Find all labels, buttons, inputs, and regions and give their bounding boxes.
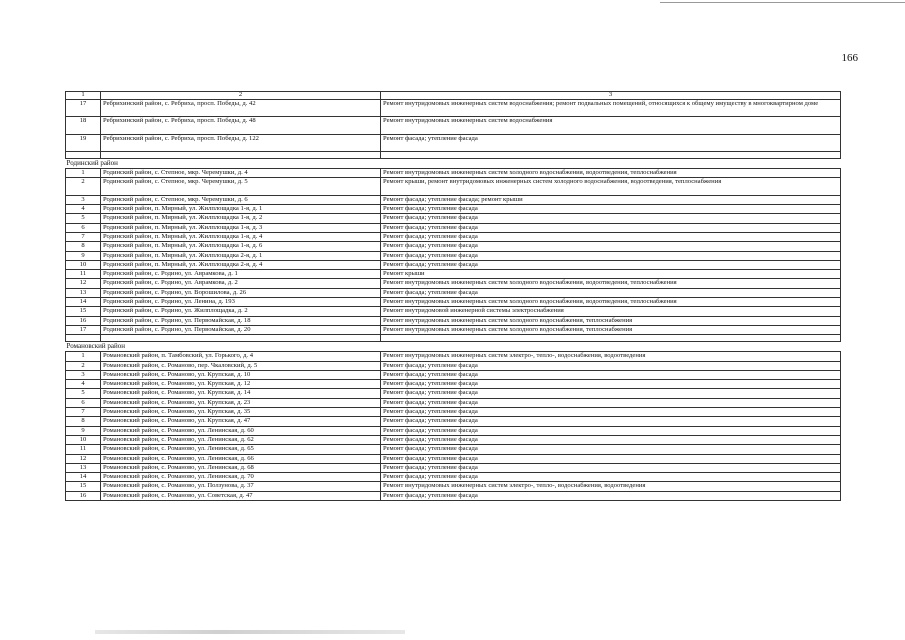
address-cell: Романовский район, с. Романово, ул. Крупская, д. 47: [101, 417, 381, 426]
row-number: 12: [66, 279, 101, 288]
row-number: 12: [66, 454, 101, 463]
work-description-cell: Ремонт внутридомовой инженерной системы электроснабжения: [381, 307, 841, 316]
address-cell: Ребрихинский район, с. Ребриха, просп. Победы, д. 48: [101, 117, 381, 135]
row-number: 14: [66, 473, 101, 482]
work-description-cell: Ремонт фасада; утепление фасада: [381, 251, 841, 260]
address-cell: Романовский район, с. Романово, ул. Ленинская, д. 66: [101, 454, 381, 463]
work-description-cell: Ремонт фасада; утепление фасада: [381, 232, 841, 241]
row-number: 15: [66, 482, 101, 491]
work-description-cell: Ремонт фасада; утепление фасада: [381, 214, 841, 223]
column-number-3: 3: [381, 92, 841, 100]
table-row: [66, 214, 841, 223]
work-description-cell: Ремонт фасада; утепление фасада: [381, 389, 841, 398]
row-number: 19: [66, 134, 101, 152]
spacer-cell: [381, 152, 841, 159]
row-number: 1: [66, 169, 101, 178]
work-description-cell: Ремонт фасада; утепление фасада: [381, 223, 841, 232]
address-cell: Родинский район, с. Родино, ул. Ленина, д. 193: [101, 298, 381, 307]
work-description-cell: Ремонт фасада; утепление фасада: [381, 408, 841, 417]
table-row: [66, 205, 841, 214]
row-number: 13: [66, 288, 101, 297]
spacer-row: [66, 152, 841, 159]
work-description-cell: Ремонт внутридомовых инженерных систем водоснабжения: [381, 117, 841, 135]
address-cell: Романовский район, с. Романово, ул. Ленинская, д. 70: [101, 473, 381, 482]
table-row: [66, 408, 841, 417]
address-cell: Романовский район, с. Романово, ул. Ленинская, д. 65: [101, 445, 381, 454]
row-number: 11: [66, 445, 101, 454]
table-row: [66, 417, 841, 426]
row-number: 10: [66, 435, 101, 444]
spacer-cell: [66, 335, 101, 342]
work-description-cell: Ремонт фасада; утепление фасада: [381, 361, 841, 370]
table-row: [66, 361, 841, 370]
table-row: [66, 270, 841, 279]
column-number-1: 1: [66, 92, 101, 100]
spacer-cell: [101, 152, 381, 159]
work-description-cell: Ремонт фасада; утепление фасада; ремонт крыши: [381, 195, 841, 204]
address-cell: Родинский район, п. Мирный, ул. Жилплощадка 1-я, д. 4: [101, 232, 381, 241]
address-cell: Романовский район, с. Романово, ул. Советская, д. 47: [101, 491, 381, 500]
spacer-cell: [66, 152, 101, 159]
table-row: [66, 99, 841, 117]
row-number: 9: [66, 251, 101, 260]
address-cell: Романовский район, с. Романово, пер. Чкаловский, д. 5: [101, 361, 381, 370]
table-row: [66, 288, 841, 297]
address-cell: Родинский район, с. Родино, ул. Первомайская, д. 20: [101, 325, 381, 334]
address-cell: Родинский район, п. Мирный, ул. Жилплощадка 1-я, д. 6: [101, 242, 381, 251]
work-description-cell: Ремонт фасада; утепление фасада: [381, 288, 841, 297]
address-cell: Родинский район, п. Мирный, ул. Жилплощадка 1-я, д. 2: [101, 214, 381, 223]
table-row: [66, 316, 841, 325]
work-description-cell: Ремонт внутридомовых инженерных систем холодного водоснабжения, теплоснабжения: [381, 316, 841, 325]
column-number-2: 2: [101, 92, 381, 100]
address-cell: Романовский район, с. Романово, ул. Крупская, д. 35: [101, 408, 381, 417]
table-row: [66, 223, 841, 232]
row-number: 11: [66, 270, 101, 279]
work-description-cell: Ремонт фасада; утепление фасада: [381, 134, 841, 152]
work-description-cell: Ремонт фасада; утепление фасада: [381, 491, 841, 500]
row-number: 16: [66, 316, 101, 325]
address-cell: Романовский район, с. Романово, ул. Ленинская, д. 68: [101, 463, 381, 472]
row-number: 2: [66, 178, 101, 196]
work-description-cell: Ремонт внутридомовых инженерных систем холодного водоснабжения, теплоснабжения: [381, 325, 841, 334]
address-cell: Родинский район, с. Родино, ул. Аврамкова, д. 2: [101, 279, 381, 288]
address-cell: Романовский район, с. Романово, ул. Крупская, д. 12: [101, 380, 381, 389]
row-number: 6: [66, 398, 101, 407]
row-number: 3: [66, 195, 101, 204]
address-cell: Родинский район, с. Степное, мкр. Черемушки, д. 6: [101, 195, 381, 204]
table-row: [66, 389, 841, 398]
address-cell: Родинский район, с. Родино, ул. Ворошилова, д. 26: [101, 288, 381, 297]
address-cell: Родинский район, п. Мирный, ул. Жилплощадка 2-я, д. 1: [101, 251, 381, 260]
work-description-cell: Ремонт крыши: [381, 270, 841, 279]
row-number: 5: [66, 214, 101, 223]
address-cell: Романовский район, с. Романово, ул. Крупская, д. 10: [101, 370, 381, 379]
address-cell: Родинский район, п. Мирный, ул. Жилплощадка 2-я, д. 4: [101, 260, 381, 269]
address-cell: Родинский район, с. Родино, ул. Жилплощадка, д. 2: [101, 307, 381, 316]
address-cell: Романовский район, с. Романово, ул. Ползунова, д. 37: [101, 482, 381, 491]
table-row: [66, 454, 841, 463]
spacer-cell: [101, 335, 381, 342]
table-row: [66, 473, 841, 482]
row-number: 4: [66, 380, 101, 389]
row-number: 8: [66, 417, 101, 426]
row-number: 15: [66, 307, 101, 316]
row-number: 10: [66, 260, 101, 269]
table-row: [66, 426, 841, 435]
address-cell: Родинский район, п. Мирный, ул. Жилплощадка 1-я, д. 3: [101, 223, 381, 232]
spacer-row: [66, 335, 841, 342]
address-cell: Романовский район, п. Тамбовский, ул. Горького, д. 4: [101, 352, 381, 361]
table-row: [66, 195, 841, 204]
row-number: 9: [66, 426, 101, 435]
work-description-cell: Ремонт фасада; утепление фасада: [381, 205, 841, 214]
table-row: [66, 445, 841, 454]
table-row: [66, 232, 841, 241]
table-row: [66, 260, 841, 269]
address-cell: Родинский район, с. Степное, мкр. Черемушки, д. 4: [101, 169, 381, 178]
work-description-cell: Ремонт фасада; утепление фасада: [381, 435, 841, 444]
work-description-cell: Ремонт фасада; утепление фасада: [381, 260, 841, 269]
row-number: 13: [66, 463, 101, 472]
table-row: [66, 491, 841, 500]
table-row: [66, 325, 841, 334]
table-row: [66, 169, 841, 178]
table-row: [66, 298, 841, 307]
address-cell: Романовский район, с. Романово, ул. Ленинская, д. 60: [101, 426, 381, 435]
table-row: [66, 482, 841, 491]
work-description-cell: Ремонт крыши, ремонт внутридомовых инженерных систем холодного водоснабжения, водоотведения, теплоснабжения: [381, 178, 841, 196]
row-number: 3: [66, 370, 101, 379]
address-cell: Ребрихинский район, с. Ребриха, просп. Победы, д. 122: [101, 134, 381, 152]
row-number: 14: [66, 298, 101, 307]
row-number: 4: [66, 205, 101, 214]
table-row: [66, 307, 841, 316]
table-row: [66, 117, 841, 135]
table-body: [66, 92, 841, 501]
work-description-cell: Ремонт фасада; утепление фасада: [381, 473, 841, 482]
table-row: [66, 279, 841, 288]
column-number-row: [66, 92, 841, 100]
row-number: 2: [66, 361, 101, 370]
district-heading-row: [66, 342, 841, 352]
table-row: [66, 251, 841, 260]
row-number: 18: [66, 117, 101, 135]
table-row: [66, 352, 841, 361]
row-number: 1: [66, 352, 101, 361]
address-cell: Родинский район, с. Родино, ул. Первомайская, д. 18: [101, 316, 381, 325]
address-cell: Ребрихинский район, с. Ребриха, просп. Победы, д. 42: [101, 99, 381, 117]
table-row: [66, 134, 841, 152]
spacer-cell: [381, 335, 841, 342]
row-number: 6: [66, 223, 101, 232]
table-row: [66, 178, 841, 196]
row-number: 7: [66, 408, 101, 417]
work-description-cell: Ремонт внутридомовых инженерных систем холодного водоснабжения, водоотведения, теплоснабжения: [381, 169, 841, 178]
work-description-cell: Ремонт фасада; утепление фасада: [381, 380, 841, 389]
row-number: 8: [66, 242, 101, 251]
work-description-cell: Ремонт фасада; утепление фасада: [381, 463, 841, 472]
district-heading-row: [66, 159, 841, 169]
scan-artifact-footer: [95, 630, 405, 634]
address-cell: Романовский район, с. Романово, ул. Ленинская, д. 62: [101, 435, 381, 444]
work-description-cell: Ремонт фасада; утепление фасада: [381, 426, 841, 435]
district-title: Романовский район: [66, 342, 125, 351]
row-number: 16: [66, 491, 101, 500]
row-number: 5: [66, 389, 101, 398]
row-number: 17: [66, 99, 101, 117]
page-number: 166: [841, 52, 858, 64]
work-description-cell: Ремонт внутридомовых инженерных систем электро-, тепло-, водоснабжения, водоотведения: [381, 482, 841, 491]
work-description-cell: Ремонт фасада; утепление фасада: [381, 370, 841, 379]
district-title: Родинский район: [66, 159, 118, 167]
table-row: [66, 398, 841, 407]
top-rule: [660, 2, 905, 3]
work-description-cell: Ремонт фасада; утепление фасада: [381, 398, 841, 407]
address-cell: Романовский район, с. Романово, ул. Крупская, д. 23: [101, 398, 381, 407]
table-row: [66, 242, 841, 251]
repair-schedule-table: [65, 91, 841, 501]
work-description-cell: Ремонт внутридомовых инженерных систем холодного водоснабжения, водоотведения, теплоснабжения: [381, 298, 841, 307]
row-number: 7: [66, 232, 101, 241]
work-description-cell: Ремонт внутридомовых инженерных систем электро-, тепло-, водоснабжения, водоотведения: [381, 352, 841, 361]
address-cell: Родинский район, с. Родино, ул. Аврамкова, д. 1: [101, 270, 381, 279]
work-description-cell: Ремонт фасада; утепление фасада: [381, 242, 841, 251]
address-cell: Родинский район, п. Мирный, ул. Жилплощадка 1-я, д. 1: [101, 205, 381, 214]
table-row: [66, 380, 841, 389]
address-cell: Романовский район, с. Романово, ул. Крупская, д. 14: [101, 389, 381, 398]
work-description-cell: Ремонт фасада; утепление фасада: [381, 417, 841, 426]
table-row: [66, 370, 841, 379]
work-description-cell: Ремонт фасада; утепление фасада: [381, 445, 841, 454]
work-description-cell: Ремонт внутридомовых инженерных систем холодного водоснабжения, водоотведения, теплоснабжения: [381, 279, 841, 288]
table-row: [66, 463, 841, 472]
work-description-cell: Ремонт внутридомовых инженерных систем водоснабжения; ремонт подвальных помещений, относящихся к общему имуществу в многоквартирном доме: [381, 99, 841, 117]
table-row: [66, 435, 841, 444]
address-cell: Родинский район, с. Степное, мкр. Черемушки, д. 5: [101, 178, 381, 196]
work-description-cell: Ремонт фасада; утепление фасада: [381, 454, 841, 463]
row-number: 17: [66, 325, 101, 334]
